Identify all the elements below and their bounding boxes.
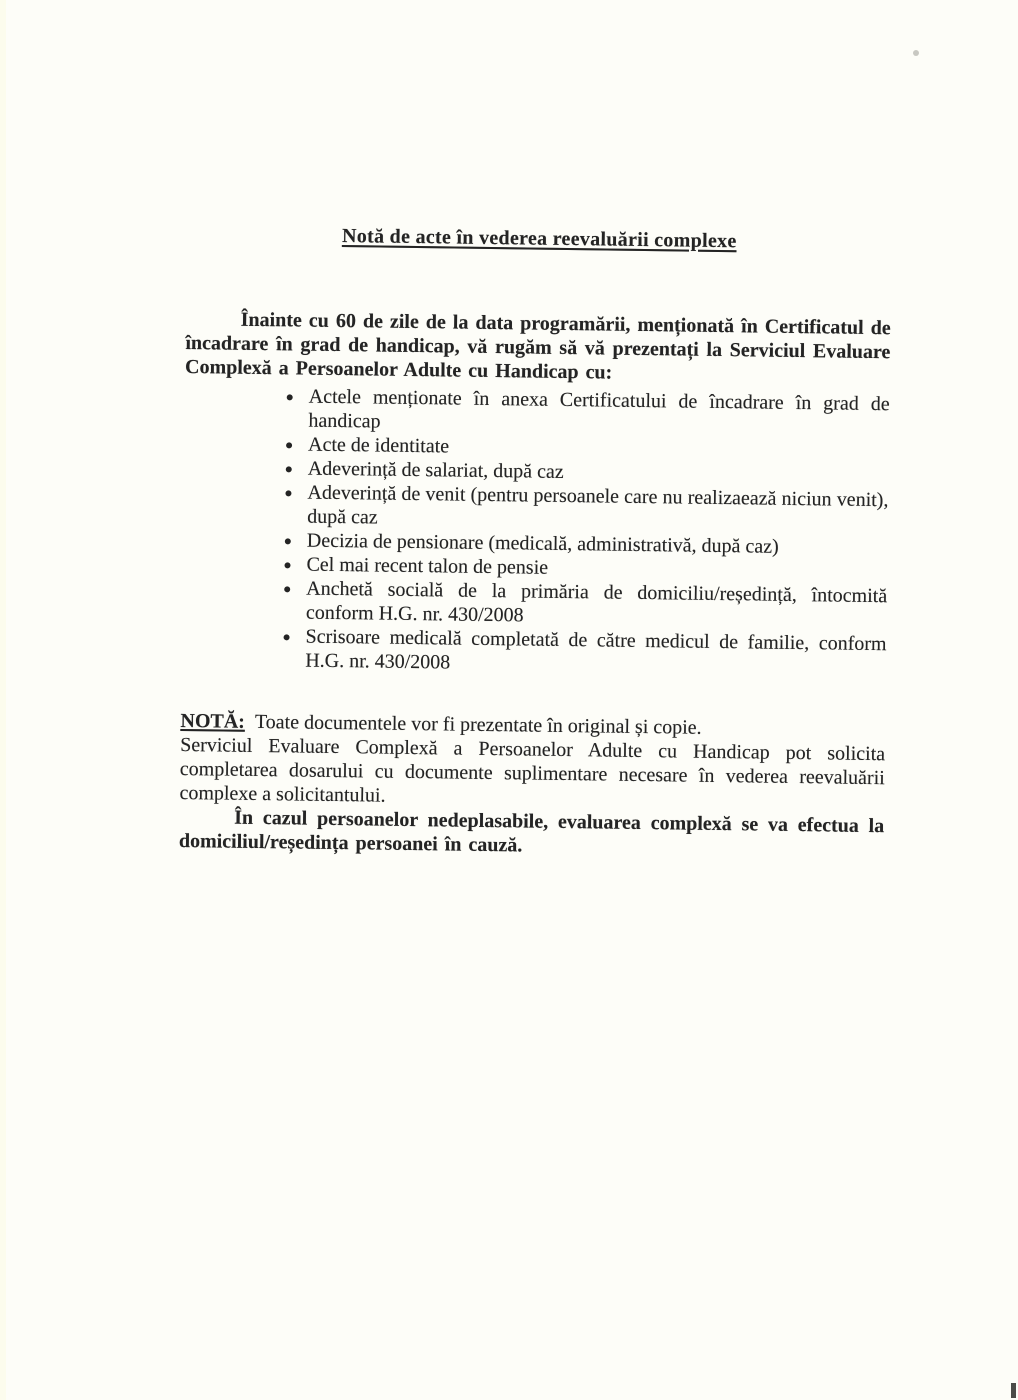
list-item: • Adeverință de venit (pentru persoanele care nu realizaează niciun venit), după caz [303, 481, 889, 537]
list-item: • Actele menționate în anexa Certificatului de încadrare în grad de handicap [304, 385, 890, 441]
required-documents-list [181, 383, 890, 680]
intro-paragraph: Înainte cu 60 de zile de la data programării, menționată în Certificatul de încadrare în grad de handicap, vă rugăm să vă prezentați la Serviciul Evaluare Complexă a Persoanelor Adulte cu Handicap cu: [184, 308, 891, 384]
note-text: Toate documentele vor fi prezentate în original și copie. [254, 710, 702, 739]
scan-speck [913, 50, 919, 56]
note-label: NOTĂ: [180, 709, 246, 733]
list-item: • Anchetă socială de la primăria de domiciliu/reședință, întocmită conform H.G. nr. 430/2008 [302, 577, 888, 633]
note-section [179, 709, 885, 814]
list-item: • Scrisoare medicală completată de către medicul de familie, conform H.G. nr. 430/2008 [301, 625, 887, 681]
document-body [179, 222, 892, 862]
scan-edge-shadow [0, 0, 6, 1400]
list-item: • Decizia de pensionare (medicală, administrativă, după caz) [303, 529, 888, 561]
list-item: • Acte de identitate [304, 433, 889, 465]
list-item: • Cel mai recent talon de pensie [302, 553, 887, 585]
closing-paragraph: În cazul persoanelor nedeplasabile, evaluarea complexă se va efectua la domiciliul/reședința persoanei în cauză. [178, 806, 885, 857]
document-title: Notă de acte în vederea reevaluării complexe [341, 225, 737, 253]
supplement-paragraph: Serviciul Evaluare Complexă a Persoanelor Adulte cu Handicap pot solicita completarea dosarului cu documente suplimentare necesare în vederea reevaluării complexe a solicitantului. [179, 733, 886, 807]
list-item: • Adeverință de salariat, după caz [304, 457, 889, 489]
scan-corner-mark [1011, 1383, 1016, 1398]
